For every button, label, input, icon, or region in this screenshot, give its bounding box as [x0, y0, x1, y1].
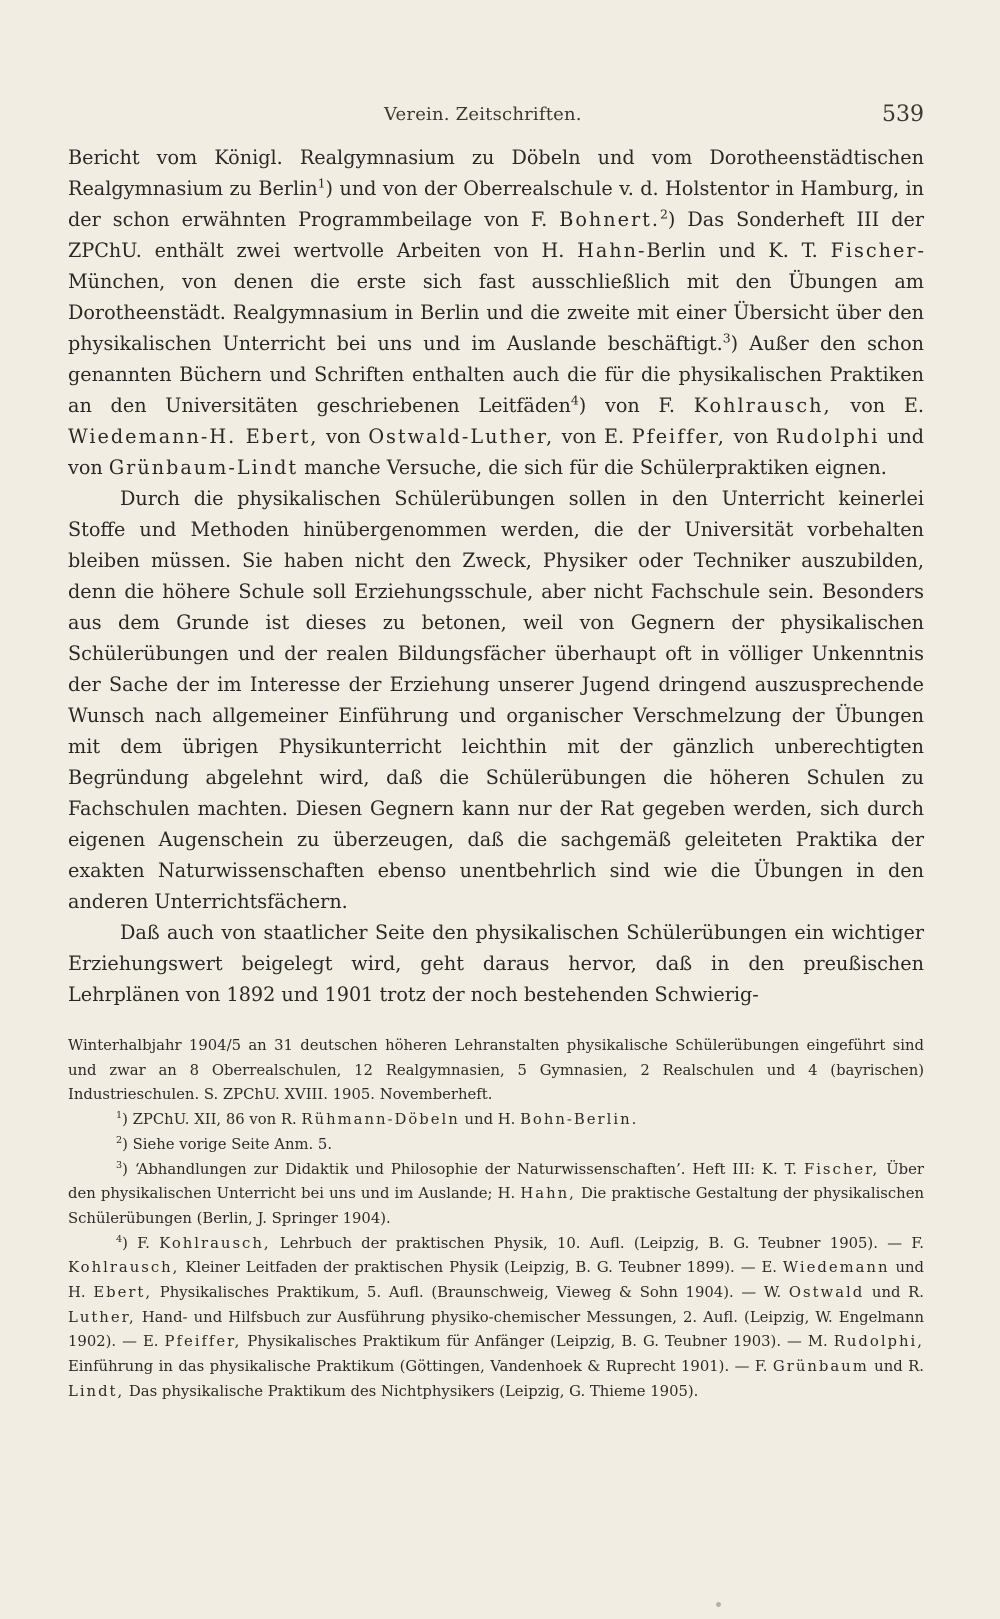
- text-segment: Über den physikalischen Unterricht bei uns und im Auslande; H.: [68, 1160, 924, 1203]
- text-segment: ) von F.: [578, 394, 694, 417]
- author-name: Kohlrausch,: [693, 394, 832, 417]
- author-name: Pfeiffer,: [164, 1333, 242, 1351]
- text-segment: und von: [68, 425, 924, 479]
- text-segment: ) Außer den schon genannten Büchern und Schriften enthalten auch die für die physikalischen Praktiken an den Universitäten geschriebenen Leitfäden: [68, 332, 924, 417]
- text-segment: Lehrbuch der praktischen Physik, 10. Aufl. (Leipzig, B. G. Teubner 1905). — F.: [270, 1234, 924, 1252]
- text-segment: ) Siehe vorige Seite Anm. 5.: [122, 1135, 333, 1153]
- footnote-2: [68, 1133, 924, 1158]
- author-name: Bohn-Berlin.: [520, 1111, 639, 1129]
- author-name: Fischer: [830, 239, 918, 262]
- author-name: Ebert,: [93, 1284, 153, 1302]
- page-header: [68, 96, 924, 136]
- footnote-marker: 3: [722, 330, 731, 346]
- author-name: Rudolphi: [775, 425, 880, 448]
- text-segment: Kleiner Leitfaden der praktischen Physik (Leipzig, B. G. Teubner 1899). — E.: [179, 1259, 783, 1277]
- footnote-marker: 1: [116, 1110, 123, 1122]
- main-text: [68, 142, 924, 1010]
- text-segment: von E.: [554, 425, 632, 448]
- author-name: Hahn-: [577, 239, 647, 262]
- running-head: Verein. Zeitschriften.: [384, 104, 582, 125]
- text-segment: von: [725, 425, 776, 448]
- text-segment: Physikalisches Praktikum, 5. Aufl. (Braunschweig, Vieweg & Sohn 1904). — W.: [152, 1284, 789, 1302]
- text-segment: manche Versuche, die sich für die Schülerpraktiken eignen.: [298, 456, 887, 479]
- author-name: Wiedemann-H. Ebert,: [68, 425, 319, 448]
- author-name: Fischer,: [803, 1160, 880, 1178]
- footnote-marker: 4: [116, 1233, 123, 1245]
- text-segment: Winterhalbjahr 1904/5 an 31 deutschen höheren Lehranstalten physikalische Schülerübungen eingeführt sind und zwar an 8 Oberrealschulen, 12 Realgymnasien, 5 Gymnasien, 2 Realschulen und 4 (bayrischen) Industrieschulen. S. ZPChU. XVIII. 1905. Novemberheft.: [68, 1037, 924, 1104]
- text-segment: Einführung in das physikalische Praktikum (Göttingen, Vandenhoek & Ruprecht 1901). — F.: [68, 1358, 773, 1376]
- text-segment: Die praktische Gestaltung der physikalischen Schülerübungen (Berlin, J. Springer 1904).: [68, 1185, 925, 1227]
- author-name: Wiedemann: [782, 1259, 890, 1277]
- text-segment: und H.: [68, 1259, 924, 1302]
- text-segment: ) Das Sonderheft III der ZPChU. enthält zwei wertvolle Arbeiten von H.: [68, 208, 924, 262]
- text-segment: Bericht vom Königl. Realgymnasium zu Döbeln und vom Dorotheenstädtischen Realgymnasium zu Berlin: [68, 146, 924, 200]
- text-segment: ) ZPChU. XII, 86 von R.: [122, 1111, 302, 1129]
- text-segment: Berlin und K. T.: [646, 239, 831, 262]
- paragraph-3: [68, 917, 924, 1010]
- paragraph-1: [68, 142, 924, 483]
- author-name: Grünbaum: [772, 1358, 869, 1376]
- page-number: 539: [882, 102, 924, 127]
- footnote-continuation: [68, 1034, 924, 1108]
- paragraph-2: [68, 483, 924, 917]
- text-segment: Physikalisches Praktikum für Anfänger (Leipzig, B. G. Teubner 1903). — M.: [241, 1333, 834, 1351]
- text-segment: ) und von der Oberrealschule v. d. Holstentor in Hamburg, in der schon erwähnten Programmbeilage von F.: [68, 177, 924, 231]
- author-name: Pfeiffer,: [631, 425, 726, 448]
- author-name: Rudolphi,: [833, 1333, 924, 1351]
- text-segment: und H.: [459, 1111, 521, 1129]
- text-segment: von: [318, 425, 369, 448]
- text-segment: von E.: [831, 394, 924, 417]
- text-segment: und R.: [868, 1358, 924, 1376]
- footnote-1: [68, 1108, 924, 1133]
- footnote-marker: 2: [659, 206, 668, 222]
- footnotes: [68, 1034, 924, 1405]
- author-name: Grünbaum-Lindt: [108, 456, 299, 479]
- author-name: Lindt,: [68, 1382, 125, 1400]
- text-segment: -München, von denen die erste sich fast ausschließlich mit den Übungen am Dorotheenstädt. Realgymnasium in Berlin und die zweite mit einer Übersicht über den physikalischen Unterricht bei uns und im Auslande beschäftigt.: [68, 239, 924, 355]
- text-segment: ) F.: [122, 1234, 160, 1252]
- author-name: Hahn,: [520, 1185, 576, 1203]
- footnote-4: [68, 1232, 924, 1405]
- page-speck: [716, 1602, 721, 1607]
- text-segment: ) ‘Abhandlungen zur Didaktik und Philosophie der Naturwissenschaften’. Heft III: K. T.: [122, 1160, 804, 1178]
- text-segment: und R.: [864, 1284, 924, 1302]
- author-name: Kohlrausch,: [159, 1234, 271, 1252]
- author-name: Luther,: [68, 1308, 136, 1326]
- author-name: Bohnert.: [559, 208, 660, 231]
- text-segment: Daß auch von staatlicher Seite den physikalischen Schülerübungen ein wichtiger Erziehungswert beigelegt wird, geht daraus hervor, daß in den preußischen Lehrplänen von 1892 und 1901 trotz der noch bestehenden Schwierig-: [68, 921, 924, 1006]
- footnote-marker: 3: [116, 1159, 123, 1171]
- text-segment: Hand- und Hilfsbuch zur Ausführung physiko-chemischer Messungen, 2. Aufl. (Leipzig, W. Engelmann 1902). — E.: [68, 1308, 924, 1351]
- author-name: Kohlrausch,: [68, 1259, 180, 1277]
- footnote-3: [68, 1158, 924, 1232]
- author-name: Rühmann-Döbeln: [301, 1111, 460, 1129]
- footnote-marker: 1: [317, 175, 326, 191]
- author-name: Ostwald: [788, 1284, 865, 1302]
- footnote-marker: 2: [116, 1135, 123, 1147]
- footnote-marker: 4: [570, 392, 579, 408]
- author-name: Ostwald-Luther,: [368, 425, 555, 448]
- text-segment: Das physikalische Praktikum des Nichtphysikers (Leipzig, G. Thieme 1905).: [124, 1382, 699, 1400]
- text-segment: Durch die physikalischen Schülerübungen sollen in den Unterricht keinerlei Stoffe und Methoden hinübergenommen werden, die der Universität vorbehalten bleiben müssen. Sie haben nicht den Zweck, Physiker oder Techniker auszubilden, denn die höhere Schule soll Erziehungsschule, aber nicht Fachschule sein. Besonders aus dem Grunde ist dieses zu betonen, weil von Gegnern der physikalischen Schülerübungen und der realen Bildungsfächer überhaupt oft in völliger Unkenntnis der Sache der im Interesse der Erziehung unserer Jugend dringend auszusprechende Wunsch nach allgemeiner Einführung und organischer Verschmelzung der Übungen mit dem übrigen Physikunterricht leichthin mit der gänzlich unberechtigten Begründung abgelehnt wird, daß die Schülerübungen die höheren Schulen zu Fachschulen machten. Diesen Gegnern kann nur der Rat gegeben werden, sich durch eigenen Augenschein zu überzeugen, daß die sachgemäß geleiteten Praktika der exakten Naturwissenschaften ebenso unentbehrlich sind wie die Übungen in den anderen Unterrichtsfächern.: [68, 487, 924, 913]
